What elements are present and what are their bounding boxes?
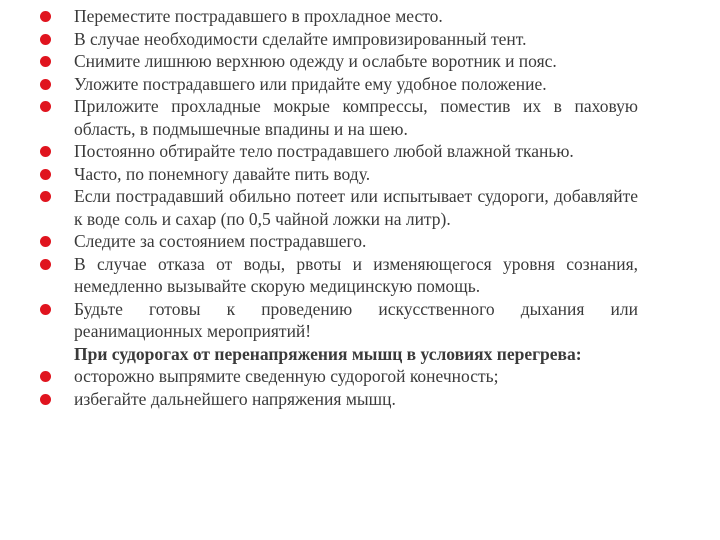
list-item: [38, 50, 638, 73]
bullet-icon: [40, 394, 51, 405]
list-item: [38, 73, 638, 96]
list-item-text: Если пострадавший обильно потеет или испытывает судороги, добавляйте к воде соль и сахар (по 0,5 чайной ложки на литр).: [74, 186, 638, 229]
list-item: [38, 230, 638, 253]
bullet-icon: [40, 101, 51, 112]
list-item-text: Снимите лишнюю верхнюю одежду и ослабьте воротник и пояс.: [74, 51, 557, 71]
section-subheading: При судорогах от перенапряжения мышц в условиях перегрева:: [74, 343, 582, 364]
bullet-icon: [40, 259, 51, 270]
list-item-text: В случае необходимости сделайте импровизированный тент.: [74, 28, 527, 49]
bullet-icon: [40, 11, 51, 22]
list-item: [38, 298, 638, 343]
list-item-text: Следите за состоянием пострадавшего.: [74, 231, 367, 251]
bullet-icon: [40, 236, 51, 247]
list-item: [38, 163, 638, 186]
document-body: [38, 5, 638, 410]
list-item: [38, 140, 638, 163]
bullet-icon: [40, 191, 51, 202]
bullet-icon: [40, 371, 51, 382]
list-item: [38, 388, 638, 411]
list-item-text: Часто, по понемногу давайте пить воду.: [74, 163, 371, 184]
bullet-icon: [40, 304, 51, 315]
bullet-icon: [40, 34, 51, 45]
list-item-text: избегайте дальнейшего напряжения мышц.: [74, 388, 396, 409]
list-item-text: Переместите пострадавшего в прохладное место.: [74, 6, 443, 26]
list-item-text: В случае отказа от воды, рвоты и изменяющегося уровня сознания, немедленно вызывайте скорую медицинскую помощь.: [74, 253, 638, 296]
list-item: [38, 5, 638, 28]
list-item-text: осторожно выпрямите сведенную судорогой конечность;: [74, 366, 499, 386]
list-item-text: Будьте готовы к проведению искусственного дыхания или реанимационных мероприятий!: [74, 298, 638, 341]
list-item: [38, 365, 638, 388]
bullet-icon: [40, 79, 51, 90]
bullet-icon: [40, 146, 51, 157]
list-item: [38, 28, 638, 51]
list-item-text: Приложите прохладные мокрые компрессы, поместив их в паховую область, в подмышечные впадины и на шею.: [74, 96, 638, 139]
list-item: [38, 185, 638, 230]
bullet-icon: [40, 169, 51, 180]
list-item-text: Уложите пострадавшего или придайте ему удобное положение.: [74, 73, 547, 94]
list-item: [38, 253, 638, 298]
list-item-text: Постоянно обтирайте тело пострадавшего любой влажной тканью.: [74, 141, 574, 161]
list-item: [38, 95, 638, 140]
bullet-icon: [40, 56, 51, 67]
